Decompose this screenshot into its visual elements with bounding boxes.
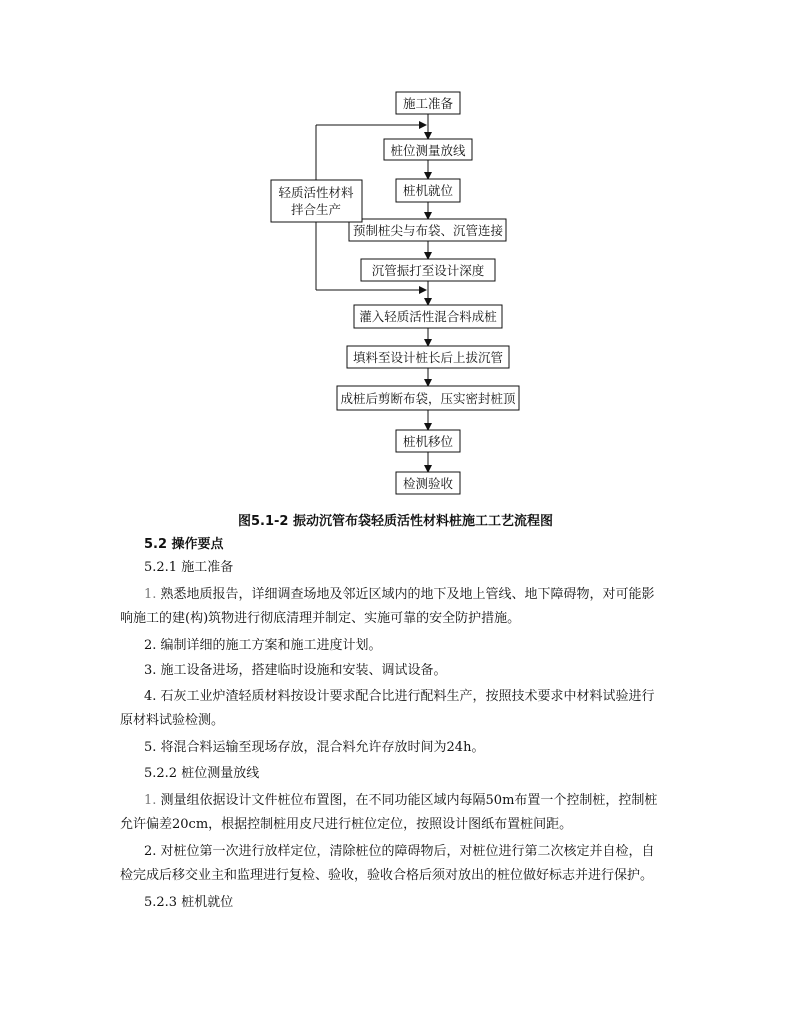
measure-paragraph-2-line-1: 2. 对桩位第一次进行放样定位，清除桩位的障碍物后，对桩位进行第二次核定并自检，自 xyxy=(144,844,655,859)
paragraph-4-line-2: 原材料试验检测。 xyxy=(120,713,225,728)
flow-step-10: 检测验收 xyxy=(402,476,454,491)
paragraph-1-line-2: 响施工的建(构)筑物进行彻底清理并制定、实施可靠的安全防护措施。 xyxy=(120,611,521,626)
measure-paragraph-1-number: 1. xyxy=(144,793,157,808)
paragraph-1-line-1: 1. 熟悉地质报告，详细调查场地及邻近区域内的地下及地上管线、地下障碍物，对可能影 xyxy=(144,587,655,602)
paragraph-2: 2. 编制详细的施工方案和施工进度计划。 xyxy=(144,638,382,653)
subsection-heading-5-2-2: 5.2.2 桩位测量放线 xyxy=(144,766,260,781)
flow-step-3: 桩机就位 xyxy=(402,183,454,198)
paragraph-1-number: 1. xyxy=(144,587,157,602)
flow-step-5: 沉管振打至设计深度 xyxy=(371,263,485,278)
measure-paragraph-1-line-2: 允许偏差20cm，根据控制桩用皮尺进行桩位定位，按照设计图纸布置桩间距。 xyxy=(120,817,573,832)
flow-step-2: 桩位测量放线 xyxy=(390,143,466,158)
subsection-heading-5-2-3: 5.2.3 桩机就位 xyxy=(144,895,234,910)
flow-step-9: 桩机移位 xyxy=(402,434,454,449)
paragraph-3: 3. 施工设备进场，搭建临时设施和安装、调试设备。 xyxy=(144,663,447,678)
flow-step-8: 成桩后剪断布袋，压实密封桩顶 xyxy=(340,391,516,406)
side-material-line1: 轻质活性材料 xyxy=(278,185,354,200)
flow-step-6: 灌入轻质活性混合料成桩 xyxy=(359,309,497,324)
measure-paragraph-2-line-2: 检完成后移交业主和监理进行复检、验收，验收合格后须对放出的桩位做好标志并进行保护。 xyxy=(120,868,654,883)
measure-paragraph-1-line-1: 1. 测量组依据设计文件桩位布置图，在不同功能区域内每隔50m布置一个控制桩，控制桩 xyxy=(144,793,658,808)
flow-step-1: 施工准备 xyxy=(402,96,454,111)
paragraph-4-line-1: 4. 石灰工业炉渣轻质材料按设计要求配合比进行配料生产，按照技术要求中材料试验进行 xyxy=(144,689,655,704)
flow-step-7: 填料至设计桩长后上拔沉管 xyxy=(352,350,504,365)
section-heading-5-2: 5.2 操作要点 xyxy=(144,537,224,552)
paragraph-5: 5. 将混合料运输至现场存放，混合料允许存放时间为24h。 xyxy=(144,740,485,755)
subsection-heading-5-2-1: 5.2.1 施工准备 xyxy=(144,560,234,575)
construction-flowchart xyxy=(0,0,791,510)
figure-caption: 图5.1-2 振动沉管布袋轻质活性材料桩施工工艺流程图 xyxy=(238,514,553,529)
side-material-line2: 拌合生产 xyxy=(290,202,342,217)
flow-step-4: 预制桩尖与布袋、沉管连接 xyxy=(352,223,504,238)
